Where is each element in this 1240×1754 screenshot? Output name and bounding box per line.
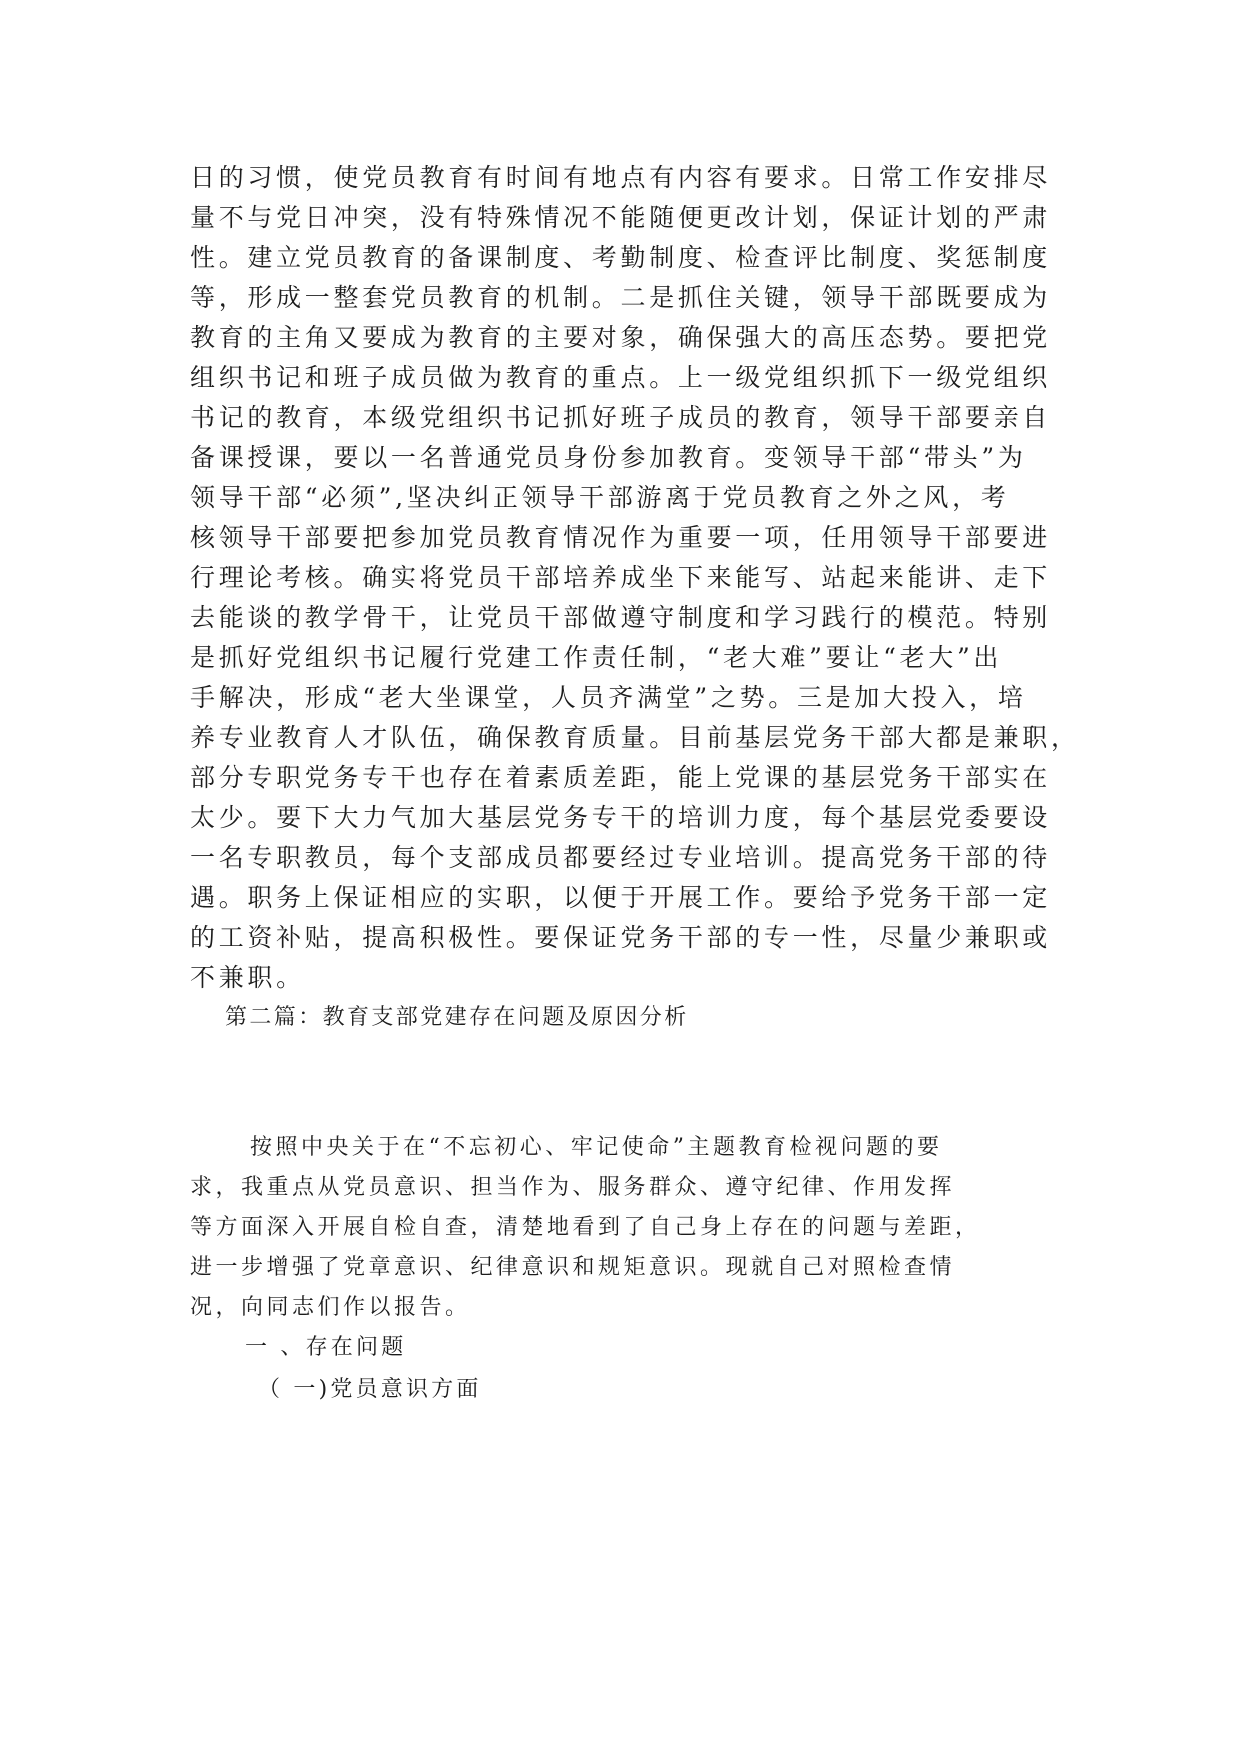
text-line: 教育的主角又要成为教育的主要对象，确保强大的高压态势。要把党 <box>190 323 1052 352</box>
text-line: 组织书记和班子成员做为教育的重点。上一级党组织抓下一级党组织 <box>190 363 1052 392</box>
text-line: 养专业教育人才队伍，确保教育质量。目前基层党务干部大都是兼职， <box>190 723 1080 752</box>
text-line: 书记的教育，本级党组织书记抓好班子成员的教育，领导干部要亲自 <box>190 403 1052 432</box>
text-line: 是抓好党组织书记履行党建工作责任制，“老大难”要让“老大”出 <box>190 643 1003 672</box>
text-line: 不兼职。 <box>190 963 305 992</box>
subheading-party-awareness: （ 一)党员意识方面 <box>258 1377 482 1402</box>
text-line: 性。建立党员教育的备课制度、考勤制度、检查评比制度、奖惩制度 <box>190 243 1052 272</box>
text-line: 等，形成一整套党员教育的机制。二是抓住关键，领导干部既要成为 <box>190 283 1052 312</box>
text-line: 去能谈的教学骨干，让党员干部做遵守制度和学习践行的模范。特别 <box>190 603 1052 632</box>
text-line: 量不与党日冲突，没有特殊情况不能随便更改计划，保证计划的严肃 <box>190 203 1052 232</box>
text-line: 核领导干部要把参加党员教育情况作为重要一项，任用领导干部要进 <box>190 523 1052 552</box>
body-paragraph-1 <box>190 158 1080 998</box>
text-line: 领导干部“必须”,坚决纠正领导干部游离于党员教育之外之风，考 <box>190 483 1010 512</box>
text-line: 部分专职党务专干也存在着素质差距，能上党课的基层党务干部实在 <box>190 763 1052 792</box>
text-line: 备课授课，要以一名普通党员身份参加教育。变领导干部“带头”为 <box>190 443 1027 472</box>
text-line: 等方面深入开展自检自查，清楚地看到了自己身上存在的问题与差距， <box>190 1215 981 1240</box>
text-line: 手解决，形成“老大坐课堂，人员齐满堂”之势。三是加大投入，培 <box>190 683 1027 712</box>
text-line: 的工资补贴，提高积极性。要保证党务干部的专一性，尽量少兼职或 <box>190 923 1052 952</box>
text-line: 日的习惯，使党员教育有时间有地点有内容有要求。日常工作安排尽 <box>190 163 1052 192</box>
text-line: 一名专职教员，每个支部成员都要经过专业培训。提高党务干部的待 <box>190 843 1052 872</box>
text-line: 进一步增强了党章意识、纪律意识和规矩意识。现就自己对照检查情 <box>190 1255 956 1280</box>
text-line: 求，我重点从党员意识、担当作为、服务群众、遵守纪律、作用发挥 <box>190 1175 956 1200</box>
text-line: 遇。职务上保证相应的实职，以便于开展工作。要给予党务干部一定 <box>190 883 1052 912</box>
body-paragraph-2 <box>190 1128 981 1328</box>
text-line: 行理论考核。确实将党员干部培养成坐下来能写、站起来能讲、走下 <box>190 563 1052 592</box>
subheading-problems: 一 、存在问题 <box>245 1335 407 1360</box>
section-heading: 第二篇：教育支部党建存在问题及原因分析 <box>225 1005 689 1030</box>
text-line: 况，向同志们作以报告。 <box>190 1295 471 1320</box>
text-line: 太少。要下大力气加大基层党务专干的培训力度，每个基层党委要设 <box>190 803 1052 832</box>
text-line: 按照中央关于在“不忘初心、牢记使命”主题教育检视问题的要 <box>250 1135 943 1160</box>
